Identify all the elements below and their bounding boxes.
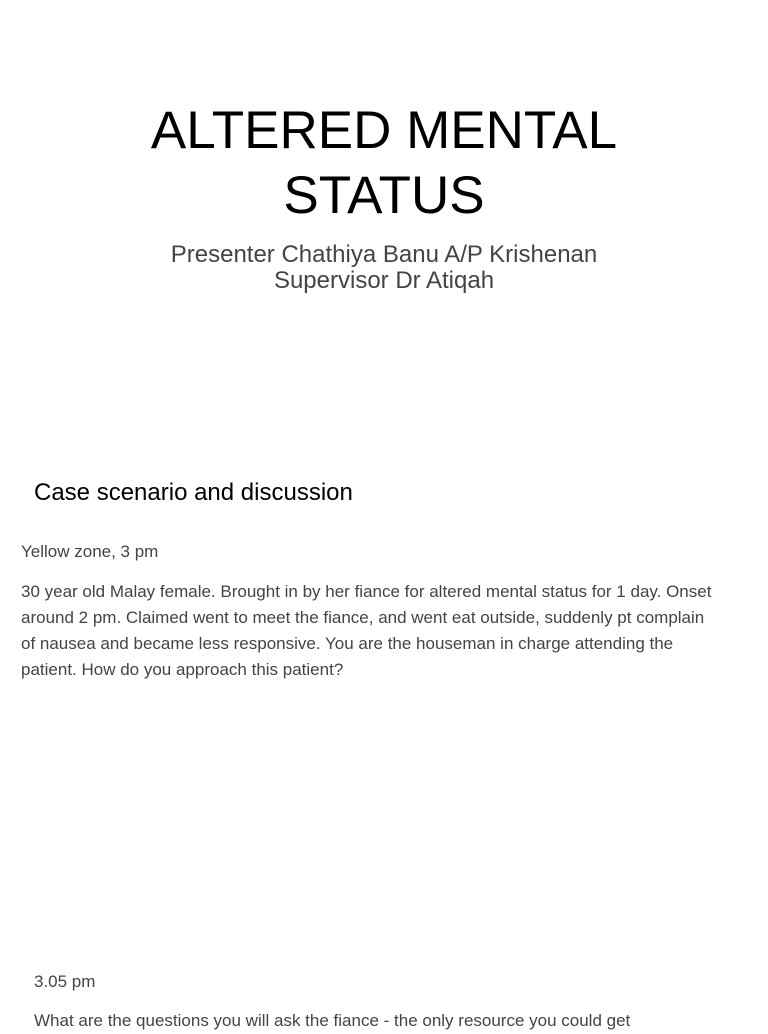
slide-subtitle <box>0 242 768 294</box>
supervisor-line: Supervisor Dr Atiqah <box>273 267 495 294</box>
presenter-line: Presenter Chathiya Banu A/P Krishenan <box>170 241 598 268</box>
slide-title <box>0 98 768 228</box>
case-description: 30 year old Malay female. Brought in by her fiance for altered mental status for 1 day. Onset around 2 pm. Claimed went to meet the fiance, and went eat outside, suddenly pt complain of nausea and became less responsive. You are the houseman in charge attending the patient. How do you approach this patient? <box>21 582 712 679</box>
time-label: 3.05 pm <box>34 972 96 991</box>
section-heading: Case scenario and discussion <box>34 479 353 506</box>
question-text: What are the questions you will ask the fiance - the only resource you could get <box>34 1011 631 1030</box>
title-line-2: STATUS <box>283 166 485 225</box>
title-slide <box>0 0 768 440</box>
title-line-1: ALTERED MENTAL <box>150 101 618 160</box>
case-scenario-slide <box>0 440 768 910</box>
followup-slide <box>0 950 768 1030</box>
time-label: Yellow zone, 3 pm <box>21 542 159 561</box>
